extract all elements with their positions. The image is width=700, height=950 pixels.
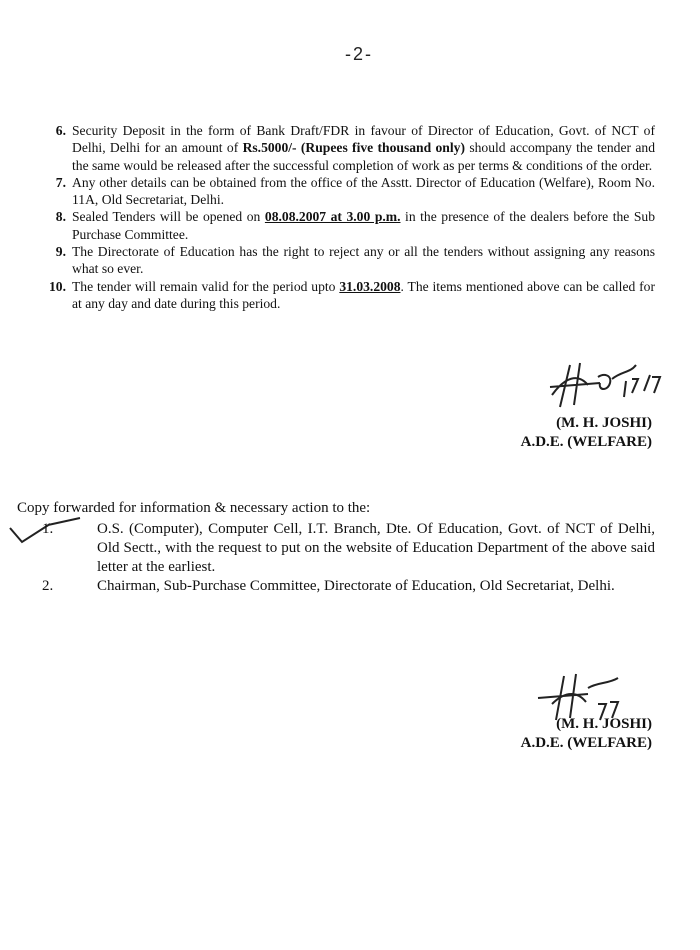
item-number: 7. — [55, 174, 66, 190]
signatory-name: (M. H. JOSHI) — [556, 716, 652, 732]
item-text: Security Deposit in the form of Bank Draft/FDR in favour of Director of Education, Govt. of NCT of Delhi, Delhi for an amount of — [72, 123, 655, 156]
item-number: 9. — [55, 244, 66, 260]
deposit-amount: Rs.5000/- (Rupees five thousand only) — [242, 140, 465, 156]
item-text: Any other details can be obtained from the office of the Asstt. Director of Education (Welfare), Room No. 11A, Old Secretariat, Delhi. — [72, 174, 655, 208]
conditions-list — [40, 122, 655, 312]
item-number: 2. — [42, 578, 54, 594]
condition-item — [40, 208, 655, 243]
item-text: . The items mentioned above can be called for at any day and date during this period. — [72, 278, 656, 311]
item-text: The Directorate of Education has the right to reject any or all the tenders without assigning any reasons what so ever. — [72, 244, 655, 277]
item-number: 6. — [55, 123, 66, 138]
condition-item — [40, 243, 655, 278]
signatory-designation: A.D.E. (WELFARE) — [520, 735, 652, 751]
item-number: 1. — [42, 521, 54, 537]
copy-to-list — [40, 520, 655, 596]
item-text: in the presence of the dealers before the Sub Purchase Committee. — [72, 209, 655, 242]
copy-recipient-item — [40, 520, 655, 577]
signatory-designation: A.D.E. (WELFARE) — [520, 434, 652, 450]
item-text: The tender will remain valid for the period upto — [72, 278, 340, 294]
item-number: 10. — [49, 278, 66, 294]
condition-item — [40, 174, 655, 209]
copy-forwarded-heading: Copy forwarded for information & necessary action to the: — [17, 500, 371, 516]
condition-item — [40, 278, 655, 313]
condition-item — [40, 122, 655, 174]
item-text: should accompany the tender and the same would be released after the successful completion of work as per terms & conditions of the order. — [72, 140, 655, 173]
signature-block — [521, 715, 652, 753]
item-text: Chairman, Sub-Purchase Committee, Directorate of Education, Old Secretariat, Delhi. — [97, 578, 615, 594]
signatory-name: (M. H. JOSHI) — [556, 415, 652, 431]
item-text: O.S. (Computer), Computer Cell, I.T. Branch, Dte. Of Education, Govt. of NCT of Delhi, Old Sectt., with the request to put on the website of Education Department of the above said letter at the earliest. — [97, 521, 655, 575]
signature-block — [521, 414, 652, 452]
page-number: -2- — [345, 44, 373, 64]
item-text: Sealed Tenders will be opened on — [72, 209, 265, 225]
item-number: 8. — [55, 209, 66, 225]
validity-date: 31.03.2008 — [339, 278, 401, 294]
copy-recipient-item — [40, 577, 655, 596]
opening-datetime: 08.08.2007 at 3.00 p.m. — [264, 209, 401, 225]
handwritten-signature — [540, 355, 680, 415]
